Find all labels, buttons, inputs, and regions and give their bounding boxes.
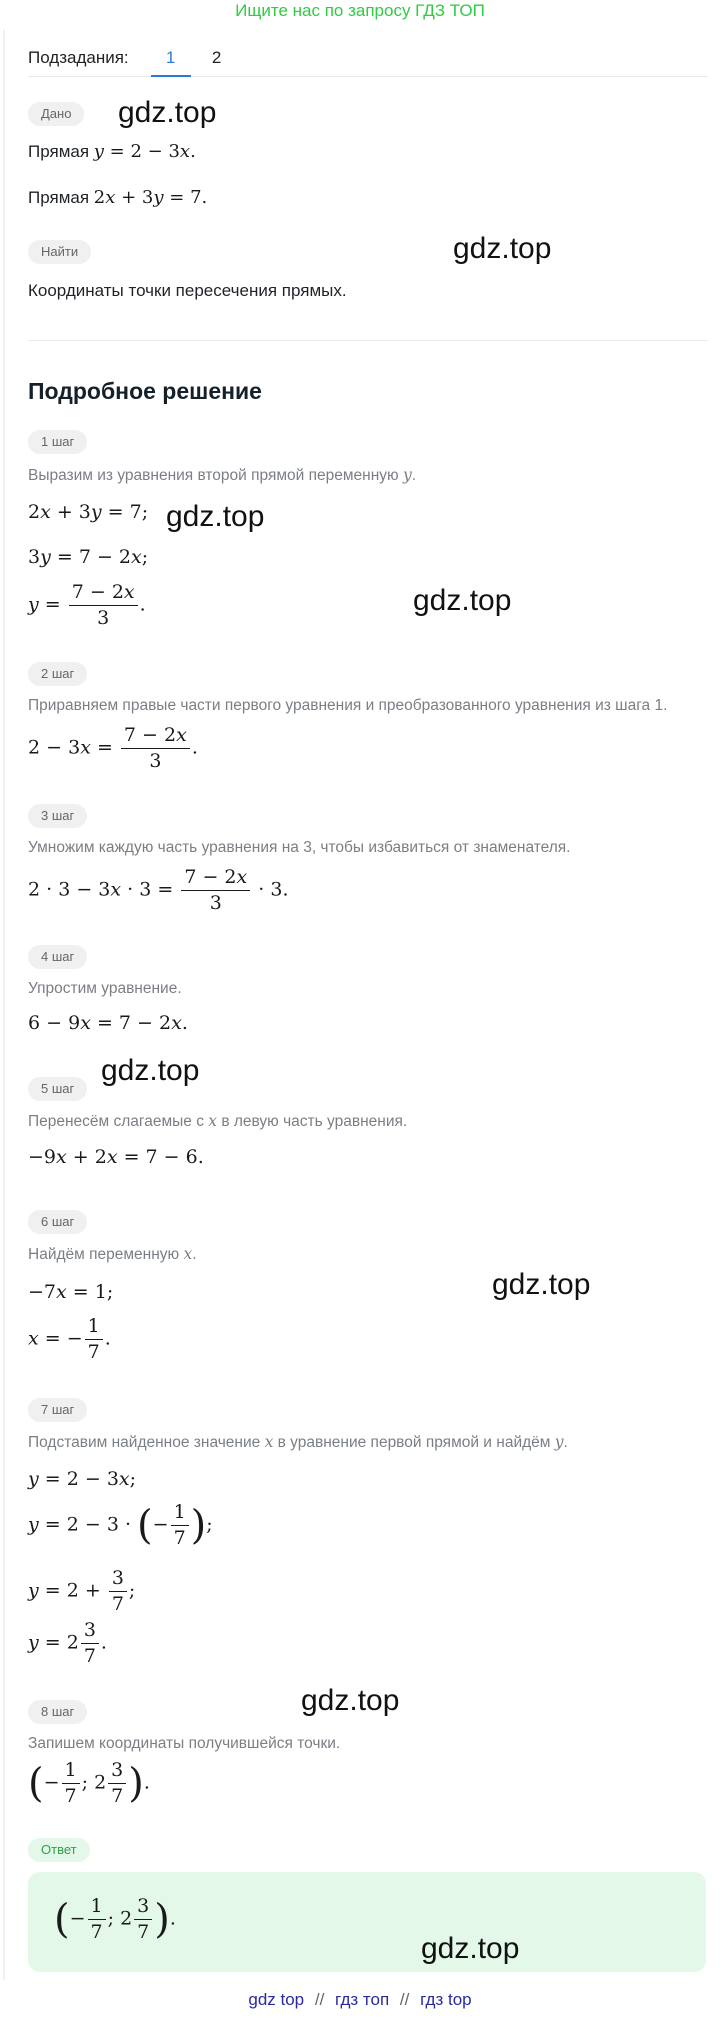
step-3-pill: 3 шаг (28, 804, 87, 828)
step-8-desc: Запишем координаты получившейся точки. (28, 1735, 341, 1752)
step-2-line-1: 2 − 3x = $\frac{7 - 2x}{3}$ . (28, 724, 198, 772)
step-8-pill: 8 шаг (28, 1700, 87, 1724)
watermark: gdz.top (101, 1054, 200, 1087)
step-1-line-2: 3y = 7 − 2x; (28, 546, 149, 568)
step-6-pill: 6 шаг (28, 1210, 87, 1234)
footer-link-2[interactable]: гдз топ (335, 1990, 390, 2009)
step-1-desc: Выразим из уравнения второй прямой переменную y. (28, 466, 417, 484)
given-line-1 (28, 141, 196, 162)
step-8-line-1: (− $\frac{1}{7}$ ; 2 $\frac{3}{7}$ ). (28, 1759, 150, 1807)
top-banner[interactable]: Ищите нас по запросу ГДЗ ТОП (235, 1, 485, 20)
step-4-line-1: 6 − 9x = 7 − 2x. (28, 1012, 188, 1034)
footer-link-3[interactable]: гдз top (420, 1990, 472, 2009)
given-line-2-label: Прямая (28, 188, 90, 207)
find-pill: Найти (28, 240, 91, 264)
step-7-pill: 7 шаг (28, 1398, 87, 1422)
step-6-line-1: −7x = 1; (28, 1281, 114, 1303)
tab-subtask-2[interactable]: 2 (211, 48, 222, 67)
step-1-pill: 1 шаг (28, 430, 87, 454)
step-7-line-3: y = 2 + $\frac{3}{7}$ ; (28, 1567, 136, 1615)
step-4-desc: Упростим уравнение. (28, 980, 182, 997)
step-1-line-1: 2x + 3y = 7; (28, 501, 149, 523)
step-1-line-3: y = $\frac{7 - 2x}{3}$ . (28, 581, 146, 629)
footer-separator: // (399, 1990, 410, 2009)
given-pill: Дано (28, 102, 84, 126)
subtasks-label: Подзадания: (28, 48, 129, 67)
left-rule (3, 30, 5, 1980)
given-line-2-math: 2x + 3y = 7. (93, 187, 208, 208)
step-5-pill: 5 шаг (28, 1077, 87, 1101)
step-7-line-1: y = 2 − 3x; (28, 1468, 137, 1490)
subtasks-tabs (28, 40, 708, 77)
answer-pill: Ответ (28, 1838, 90, 1862)
footer-link-1[interactable]: gdz top (248, 1990, 305, 2009)
watermark: gdz.top (453, 232, 552, 265)
step-5-desc: Перенесём слагаемые с x в левую часть уравнения. (28, 1112, 408, 1130)
step-5-line-1: −9x + 2x = 7 − 6. (28, 1146, 204, 1168)
step-7-line-2: y = 2 − 3 · (− $\frac{1}{7}$ ); (28, 1501, 213, 1549)
find-text: Координаты точки пересечения прямых. (28, 281, 347, 300)
footer-links (0, 1990, 720, 2010)
step-7-line-4: y = 2 $\frac{3}{7}$ . (28, 1619, 107, 1667)
section-divider (28, 340, 708, 341)
answer-value: (− $\frac{1}{7}$ ; 2 $\frac{3}{7}$ ). (54, 1895, 176, 1943)
footer-separator: // (314, 1990, 325, 2009)
step-6-desc: Найдём переменную x. (28, 1245, 197, 1263)
step-3-desc: Умножим каждую часть уравнения на 3, чтобы избавиться от знаменателя. (28, 839, 571, 856)
solution-heading: Подробное решение (28, 378, 262, 404)
step-7-desc: Подставим найденное значение x в уравнение первой прямой и найдём y. (28, 1433, 568, 1451)
given-line-1-label: Прямая (28, 142, 90, 161)
watermark: gdz.top (421, 1932, 520, 1965)
watermark: gdz.top (118, 96, 217, 129)
step-6-line-2: x = − $\frac{1}{7}$ . (28, 1315, 111, 1363)
step-4-pill: 4 шаг (28, 945, 87, 969)
watermark: gdz.top (301, 1684, 400, 1717)
step-3-line-1: 2 · 3 − 3x · 3 = $\frac{7 - 2x}{3}$ · 3. (28, 866, 289, 914)
given-line-1-math: y = 2 − 3x. (93, 141, 196, 162)
tab-subtask-1[interactable]: 1 (153, 40, 189, 76)
step-2-desc: Приравняем правые части первого уравнения и преобразованного уравнения из шага 1. (28, 697, 668, 714)
step-2-pill: 2 шаг (28, 662, 87, 686)
watermark: gdz.top (492, 1268, 591, 1301)
watermark: gdz.top (413, 584, 512, 617)
watermark: gdz.top (166, 500, 265, 533)
given-line-2 (28, 187, 207, 208)
